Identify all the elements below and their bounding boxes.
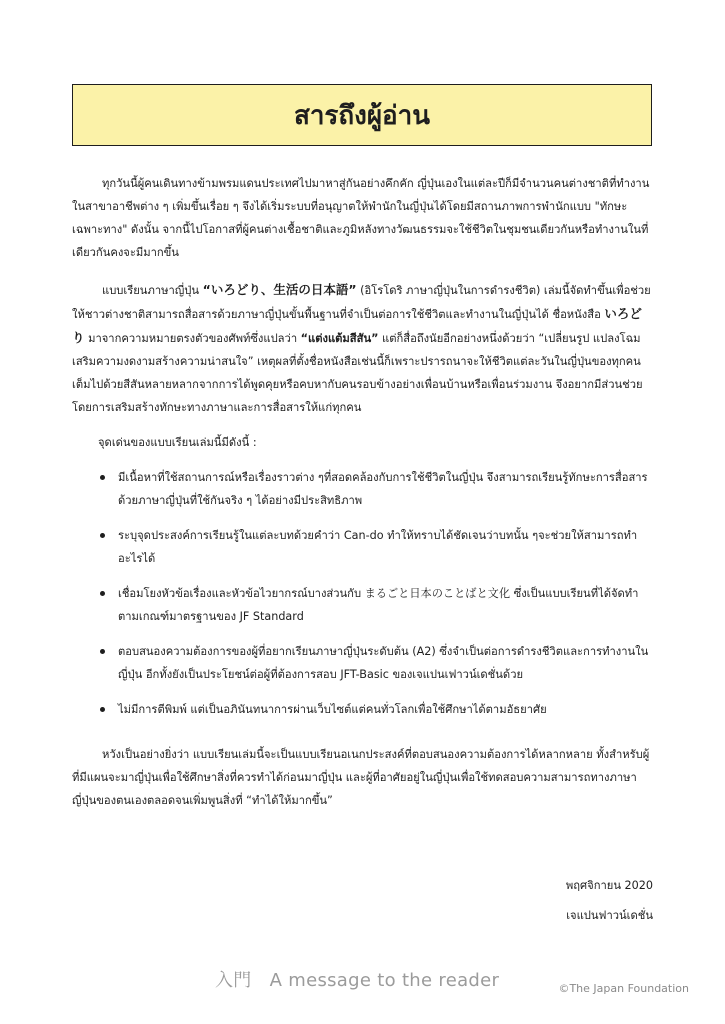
feature-item (100, 466, 652, 512)
book-title-japanese: “いろどり、生活の日本語” (202, 282, 357, 297)
feature-item (100, 640, 652, 686)
signature-organization: เจแปนฟาวน์เดชั่น (566, 909, 653, 922)
paragraph2-part4: แต่ก็สื่อถึงนัยอีกอย่างหนึ่งด้วยว่า “เปลี่ยนรูป แปลงโฉม เสริมความงดงามสร้างความน่าสนใจ” เหตุผลที่ตั้งชื่อหนังสือเช่นนี้ก็เพราะปรารถนาจะให้ชีวิตแต่ละวันในญี่ปุ่นของทุกคนเต็มไปด้วยสีสันหลายหลากจากการได้พูดคุยหรือคบหากับคนรอบข้างอย่างเพื่อนบ้านหรือเพื่อนร่วมงาน จึงอยากมีส่วนช่วยโดยการเสริมสร้างทักษะทางภาษาและการสื่อสารให้แก่ทุกคน (72, 332, 643, 414)
feature-item (100, 524, 652, 570)
feature-text: ระบุจุดประสงค์การเรียนรู้ในแต่ละบทด้วยคำว่า Can-do ทำให้ทราบได้ชัดเจนว่าบทนั้น ๆจะช่วยให้สามารถทำอะไรได้ (118, 529, 638, 565)
title-banner (72, 84, 652, 146)
bullet-icon (100, 649, 105, 654)
feature-text: เชื่อมโยงหัวข้อเรื่องและหัวข้อไวยากรณ์บางส่วนกับ まるごと日本のことばと文化 ซึ่งเป็นแบบเรียนที่ได้จัดทำตามเกณฑ์มาตรฐานของ JF Standard (118, 587, 639, 623)
paragraph2-part2: (อิโรโดริ ภาษาญี่ปุ่นในการดำรงชีวิต) เล่มนี้จัดทำขึ้นเพื่อช่วยให้ชาวต่างชาติสามารถสื่อสารด้วยภาษาญี่ปุ่นขั้นพื้นฐานที่จำเป็นต่อการใช้ชีวิตและทำงานในญี่ปุ่นได้ ชื่อหนังสือ (72, 284, 651, 321)
bullet-icon (100, 591, 105, 596)
meaning-phrase: “แต่งแต้มสีสัน” (300, 332, 379, 345)
signature-date: พฤศจิกายน 2020 (565, 879, 653, 892)
features-list (72, 466, 652, 721)
bullet-icon (100, 707, 105, 712)
feature-text: ไม่มีการตีพิมพ์ แต่เป็นอภินันทนาการผ่านเว็บไซต์แต่คนทั่วโลกเพื่อใช้ศึกษาได้ตามอัธยาศัย (118, 703, 547, 716)
features-intro: จุดเด่นของแบบเรียนเล่มนี้มีดังนี้ : (98, 436, 257, 449)
letter-body (72, 172, 652, 812)
paragraph-textbook (72, 278, 652, 419)
feature-text: มีเนื้อหาที่ใช้สถานการณ์หรือเรื่องราวต่าง ๆที่สอดคล้องกับการใช้ชีวิตในญี่ปุ่น จึงสามารถเรียนรู้ทักษะการสื่อสารด้วยภาษาญี่ปุ่นที่ใช้กันจริง ๆ ได้อย่างมีประสิทธิภาพ (118, 471, 648, 507)
paragraph-closing: หวังเป็นอย่างยิ่งว่า แบบเรียนเล่มนี้จะเป็นแบบเรียนอเนกประสงค์ที่ตอบสนองความต้องการได้หลากหลาย ทั้งสำหรับผู้ที่มีแผนจะมาญี่ปุ่นเพื่อใช้ศึกษาสิ่งที่ควรทำได้ก่อนมาญี่ปุ่น และผู้ที่อาศัยอยู่ในญี่ปุ่นเพื่อใช้ทดสอบความสามารถทางภาษาญี่ปุ่นของตนเองตลอดจนเพิ่มพูนสิ่งที่ “ทำได้ให้มากขึ้น” (72, 748, 650, 807)
footer-message: A message to the reader (269, 970, 500, 991)
paragraph-intro: ทุกวันนี้ผู้คนเดินทางข้ามพรมแดนประเทศไปมาหาสู่กันอย่างคึกคัก ญี่ปุ่นเองในแต่ละปีก็มีจำนวนคนต่างชาติที่ทำงานในสาขาอาชีพต่าง ๆ เพิ่มขึ้นเรื่อย ๆ จึงได้เริ่มระบบที่อนุญาตให้พำนักในญี่ปุ่นได้โดยมีสถานภาพการพำนักแบบ "ทักษะเฉพาะทาง" ดังนั้น จากนี้ไปโอกาสที่ผู้คนต่างเชื้อชาติและภูมิหลังทางวัฒนธรรมจะใช้ชีวิตในชุมชนเดียวกันหรือทำงานในที่เดียวกันคงจะมีมากขึ้น (72, 177, 650, 259)
feature-text: ตอบสนองความต้องการของผู้ที่อยากเรียนภาษาญี่ปุ่นระดับต้น (A2) ซึ่งจำเป็นต่อการดำรงชีวิตและการทำงานในญี่ปุ่น อีกทั้งยังเป็นประโยชน์ต่อผู้ที่ต้องการสอบ JFT-Basic ของเจแปนเฟาวน์เดชั่นด้วย (118, 645, 649, 681)
paragraph2-part3: มาจากความหมายตรงตัวของศัพท์ซึ่งแปลว่า (84, 332, 301, 345)
footer-intro-word: 入門 (215, 970, 252, 991)
bullet-icon (100, 475, 105, 480)
footer-title (215, 966, 499, 992)
paragraph2-part1: แบบเรียนภาษาญี่ปุ่น (102, 284, 203, 297)
page-title: สารถึงผู้อ่าน (293, 100, 431, 131)
feature-item (100, 698, 652, 721)
bullet-icon (100, 533, 105, 538)
copyright-notice: ©The Japan Foundation (558, 982, 689, 995)
feature-item (100, 582, 652, 628)
irodori-word: いろどり (72, 306, 642, 345)
